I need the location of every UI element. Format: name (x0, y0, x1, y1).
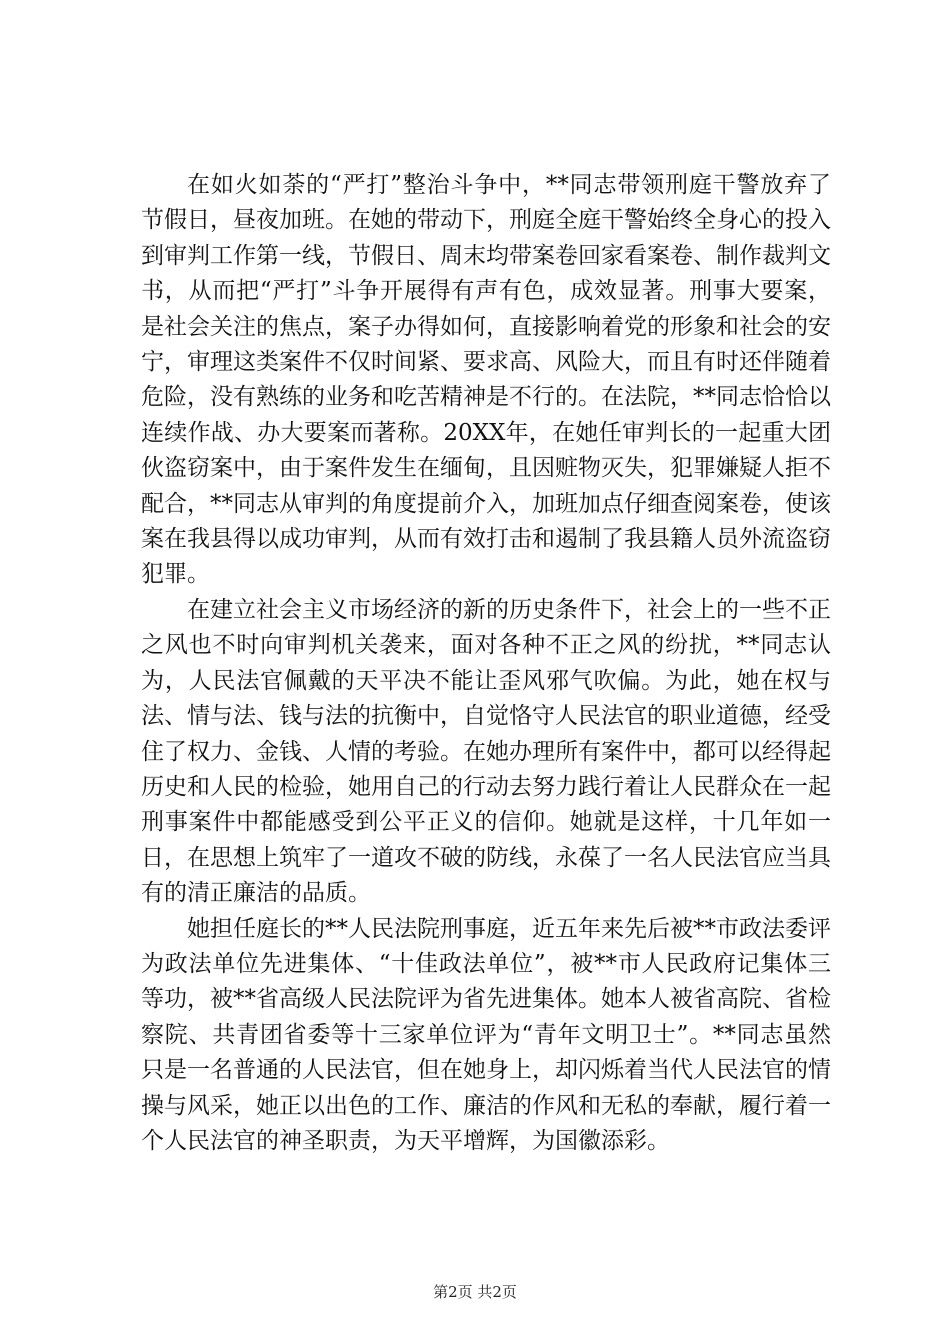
paragraph-2: 在建立社会主义市场经济的新的历史条件下，社会上的一些不正之风也不时向审判机关袭来，面对各种不正之风的纷扰，**同志认为，人民法官佩戴的天平决不能让歪风邪气吹偏。为此，她在权与法、情与法、钱与法的抗衡中，自觉恪守人民法官的职业道德，经受住了权力、金钱、人情的考验。在她办理所有案件中，都可以经得起历史和人民的检验，她用自己的行动去努力践行着让人民群众在一起刑事案件中都能感受到公平正义的信仰。她就是这样，十几年如一日，在思想上筑牢了一道攻不破的防线，永葆了一名人民法官应当具有的清正廉洁的品质。 (141, 596, 831, 907)
document-body (141, 168, 831, 1159)
page-footer: 第2页 共2页 (433, 1283, 517, 1301)
paragraph-3: 她担任庭长的**人民法院刑事庭，近五年来先后被**市政法委评为政法单位先进集体、“十佳政法单位”，被**市人民政府记集体三等功，被**省高级人民法院评为省先进集体。她本人被省高院、省检察院、共青团省委等十三家单位评为“青年文明卫士”。**同志虽然只是一名普通的人民法官，但在她身上，却闪烁着当代人民法官的情操与风采，她正以出色的工作、廉洁的作风和无私的奉献，履行着一个人民法官的神圣职责，为天平增辉，为国徽添彩。 (141, 915, 831, 1154)
paragraph-1: 在如火如荼的“严打”整治斗争中，**同志带领刑庭干警放弃了节假日，昼夜加班。在她的带动下，刑庭全庭干警始终全身心的投入到审判工作第一线，节假日、周末均带案卷回家看案卷、制作裁判文书，从而把“严打”斗争开展得有声有色，成效显著。刑事大要案，是社会关注的焦点，案子办得如何，直接影响着党的形象和社会的安宁，审理这类案件不仅时间紧、要求高、风险大，而且有时还伴随着危险，没有熟练的业务和吃苦精神是不行的。在法院，**同志恰恰以连续作战、办大要案而著称。20XX年，在她任审判长的一起重大团伙盗窃案中，由于案件发生在缅甸，且因赃物灭失，犯罪嫌疑人拒不配合，**同志从审判的角度提前介入，加班加点仔细查阅案卷，使该案在我县得以成功审判，从而有效打击和遏制了我县籍人员外流盗窃犯罪。 (141, 172, 831, 588)
